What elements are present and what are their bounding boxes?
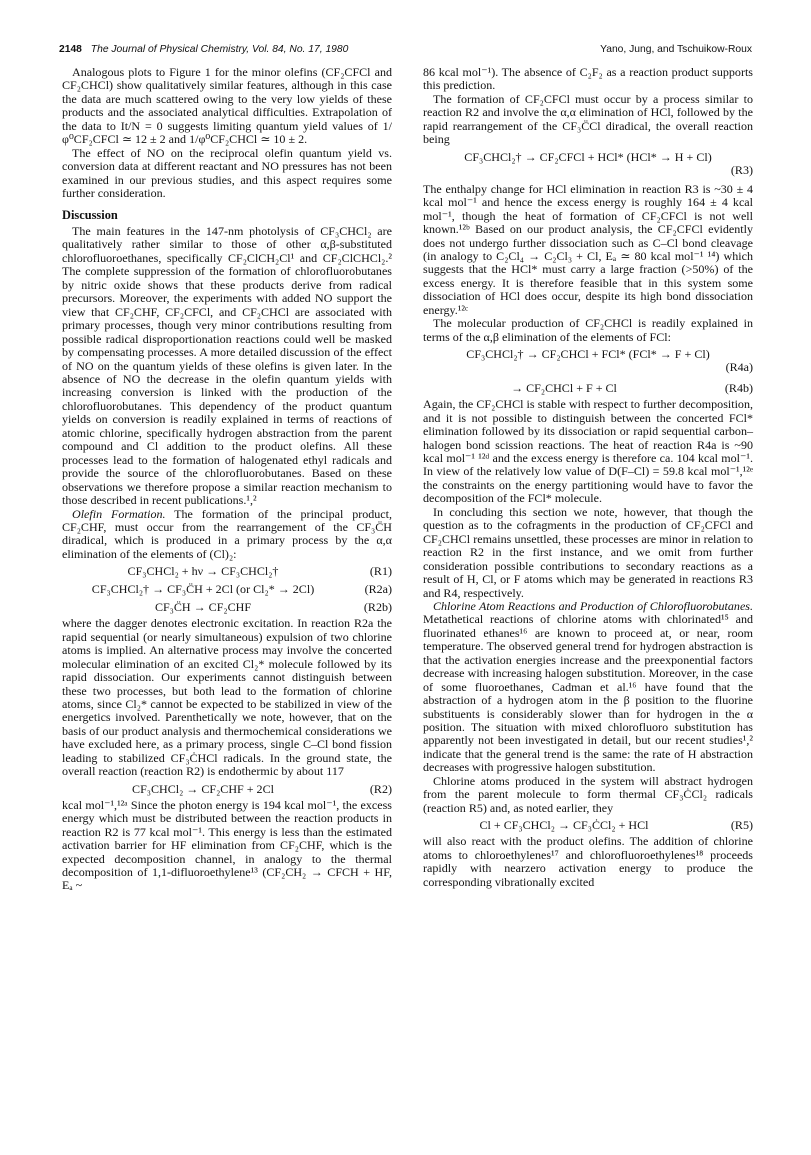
right-column	[423, 66, 753, 889]
equation-number: (R4a)	[725, 360, 753, 375]
equation-r2	[62, 781, 392, 797]
equation-r3	[423, 151, 753, 179]
paragraph-text: The formation of the principal product, CF₂CHF, must occur from the rearrangement of the CF₃C̈H diradical, which is produced in a primary process by the α,α elimination of the elements of (Cl)₂:	[62, 506, 393, 561]
subsection-title: Olefin Formation.	[72, 506, 166, 521]
paragraph	[423, 600, 753, 775]
left-column	[62, 66, 392, 893]
journal-citation: The Journal of Physical Chemistry, Vol. 84, No. 17, 1980	[90, 44, 349, 55]
paragraph: kcal mol⁻¹,¹²ᵃ Since the photon energy is 194 kcal mol⁻¹, the excess energy which must be distributed between the reaction products in reaction R2 is 77 kcal mol⁻¹. This energy is less than the estimated activation barrier for HF elimination from CF₂CHF, which is the expected decomposition channel, in analogy to the thermal decomposition of 1,1-difluoroethylene¹³ (CF₂CH₂ → CFCH + HF, Eₐ ~	[62, 797, 392, 893]
equation-formula: → CF₂CHCl + F + Cl	[511, 381, 617, 396]
equation-r2a	[62, 581, 392, 597]
equation-formula: Cl + CF₃CHCl₂ → CF₃ĊCl₂ + HCl	[479, 818, 649, 833]
subsection-title: Chlorine Atom Reactions and Production of Chlorofluorobutanes.	[433, 598, 753, 613]
equation-formula: CF₃CHCl₂† → CF₂CFCl + HCl* (HCl* → H + Cl)	[464, 149, 712, 164]
running-header	[59, 44, 752, 60]
paragraph: Chlorine atoms produced in the system will abstract hydrogen from the parent molecule to form thermal CF₃ĊCl₂ radicals (reaction R5) and, as noted earlier, they	[423, 773, 753, 815]
equation-number: (R3)	[730, 162, 753, 177]
equation-r4a	[423, 348, 753, 376]
paragraph: The main features in the 147-nm photolysis of CF₃CHCl₂ are qualitatively rather similar to those of other α,β-substituted chlorofluoroethanes, specifically CF₂ClCH₂Cl¹ and CF₂ClCHCl₂.² The complete suppression of the formation of chlorofluorobutanes by nitric oxide shows that these products derive from radical precursors. Moreover, the experiments with added NO support the view that CF₂CHF, CF₂CFCl, and CF₂CHCl are associated with primary processes, though very minor contributions resulting from possible radical disproportionation reactions could well be masked by compensating processes. A more detailed discussion of the effect of NO on the quantum yields of these olefins is given later. In the absence of NO the decrease in the olefin quantum yields with increasing conversion is linked with the production of the chlorofluorobutanes. This dependency of the product quantum yields on conversion is readily explained in terms of reactions of atomic chlorine, specifically hydrogen abstraction from the parent compound and Cl addition to the product olefins. All these processes lead to the formation of halogenated ethyl radicals and provide the source of the chlorofluorobutanes. Based on these observations we therefore propose a similar reaction mechanism to those described in recent publications.¹,²	[62, 223, 392, 508]
page-number: 2148	[59, 44, 82, 55]
paragraph: The enthalpy change for HCl elimination in reaction R3 is ~30 ± 4 kcal mol⁻¹ and hence the excess energy is roughly 164 ± 4 kcal mol⁻¹, though the heat of formation of CF₂CFCl is not well known.¹²ᵇ Based on our product analysis, the CF₂CFCl evidently does not undergo further dissociation such as C–Cl bond cleavage (in analogy to C₂Cl₄ → C₂Cl₃ + Cl, Eₐ ≃ 80 kcal mol⁻¹ ¹⁴) which suggests that the HCl* must carry a large fraction (>50%) of the excess energy. It is therefore feasible that in this system some dissociation of HCl does occur, despite its high bond dissociation energy.¹²ᶜ	[423, 181, 753, 317]
equation-number: (R1)	[369, 564, 392, 579]
equation-number: (R4b)	[724, 381, 753, 396]
section-heading-discussion: Discussion	[62, 207, 118, 222]
equation-number: (R2)	[369, 781, 392, 796]
header-left	[59, 44, 348, 55]
paragraph: In concluding this section we note, however, that though the question as to the cofragments in the production of CF₂CFCl and CF₂CHCl remains unsettled, these processes are minor in relation to reaction R2 in the first instance, and we omit from further consideration possible contributions to secondary reactions as a result of H, Cl, or F atoms which may be generated in reactions R3 and R4, respectively.	[423, 504, 753, 600]
equation-r1	[62, 563, 392, 579]
equation-formula: CF₃CHCl₂† → CF₂CHCl + FCl* (FCl* → F + Cl)	[466, 347, 710, 362]
equation-number: (R2a)	[364, 582, 392, 597]
equation-formula: CF₃CHCl₂ + hν → CF₃CHCl₂†	[127, 564, 279, 579]
equation-formula: CF₃CHCl₂ → CF₂CHF + 2Cl	[132, 781, 274, 796]
equation-number: (R2b)	[363, 600, 392, 615]
paragraph: The molecular production of CF₂CHCl is readily explained in terms of the α,β elimination of the elements of FCl:	[423, 316, 753, 344]
paragraph-text: Metathetical reactions of chlorine atoms with chlorinated¹⁵ and fluorinated ethanes¹⁶ are known to proceed at, or near, room temperature. The observed general trend for hydrogen abstraction is that the activation energies increase and the preexponential factors decrease with increasing halogen substitution. Moreover, in the case of some fluoroethanes, Cadman et al.¹⁶ have found that the abstraction of a hydrogen atom in the β position to the fluorine substituents is considerably slower than for hydrogen in the α position. The situation with mixed chlorofluoro substitution has apparently not been investigated in detail, but our recent studies¹,² indicate that the general trend is the same: the rate of H abstraction decreases with progressive halogen substitution.	[423, 612, 753, 775]
header-authors: Yano, Jung, and Tschuikow-Roux	[600, 44, 752, 55]
equation-r4b	[423, 380, 753, 396]
paragraph	[62, 508, 392, 562]
paragraph: where the dagger denotes electronic excitation. In reaction R2a the rapid sequential (or nearly simultaneous) expulsion of two chlorine atoms is implied. An alternative process may involve the concerted molecular elimination of an excited Cl₂* molecule followed by its rapid dissociation. Our experiments cannot distinguish between these two processes, but both lead to the formation of chlorine atoms, since Cl₂* cannot be expected to be stabilized in view of the energetics involved. Parenthetically we note, however, that on the basis of our product analysis and thermochemical considerations we have excluded here, as a primary process, single C–Cl bond fission leading to stabilized CF₃ĊHCl radicals. In the ground state, the overall reaction (reaction R2) is endothermic by about 117	[62, 616, 392, 779]
paragraph: The formation of CF₂CFCl must occur by a process similar to reaction R2 and involve the α,α elimination of HCl, followed by the rapid rearrangement of the CF₃C̈Cl diradical, the overall reaction being	[423, 91, 753, 147]
equation-number: (R5)	[730, 818, 753, 833]
paragraph: will also react with the product olefins. The addition of chlorine atoms to chloroethylenes¹⁷ and chlorofluoroethylenes¹⁸ proceeds rapidly with nearzero activation energy to produce the corresponding vibrationally excited	[423, 834, 753, 889]
equation-formula: CF₃CHCl₂† → CF₃C̈H + 2Cl (or Cl₂* → 2Cl)	[91, 582, 315, 597]
equation-r2b	[62, 599, 392, 615]
equation-formula: CF₃C̈H → CF₂CHF	[154, 600, 252, 615]
paragraph: The effect of NO on the reciprocal olefin quantum yield vs. conversion data at different reactant and NO pressures has not been examined in our previous studies, and this aspect requires some further consideration.	[62, 145, 392, 201]
equation-r5	[423, 817, 753, 833]
paragraph: 86 kcal mol⁻¹). The absence of C₂F₂ as a reaction product supports this prediction.	[423, 65, 753, 93]
paragraph: Again, the CF₂CHCl is stable with respect to further decomposition, and it is not possible to distinguish between the concerted FCl* elimination followed by its dissociation or rapid sequential carbon–halogen bond scission reactions. The heat of reaction R4a is ~90 kcal mol⁻¹ ¹²ᵈ and the excess energy is therefore ca. 104 kcal mol⁻¹. In view of the relatively low value of D(F–Cl) = 59.8 kcal mol⁻¹,¹²ᵉ the constraints on the energy partitioning would have to favor the decomposition of the FCl* molecule.	[423, 397, 753, 506]
paragraph: Analogous plots to Figure 1 for the minor olefins (CF₂CFCl and CF₂CHCl) show qualitatively similar features, although in this case the data are much scattered owing to the very low yields of these products and the associated analytical difficulties. Extrapolation of the data to It/N = 0 suggests limiting quantum yield values of 1/φ⁰CF₂CFCl ≃ 12 ± 2 and 1/φ⁰CF₂CHCl ≃ 10 ± 2.	[62, 65, 392, 147]
